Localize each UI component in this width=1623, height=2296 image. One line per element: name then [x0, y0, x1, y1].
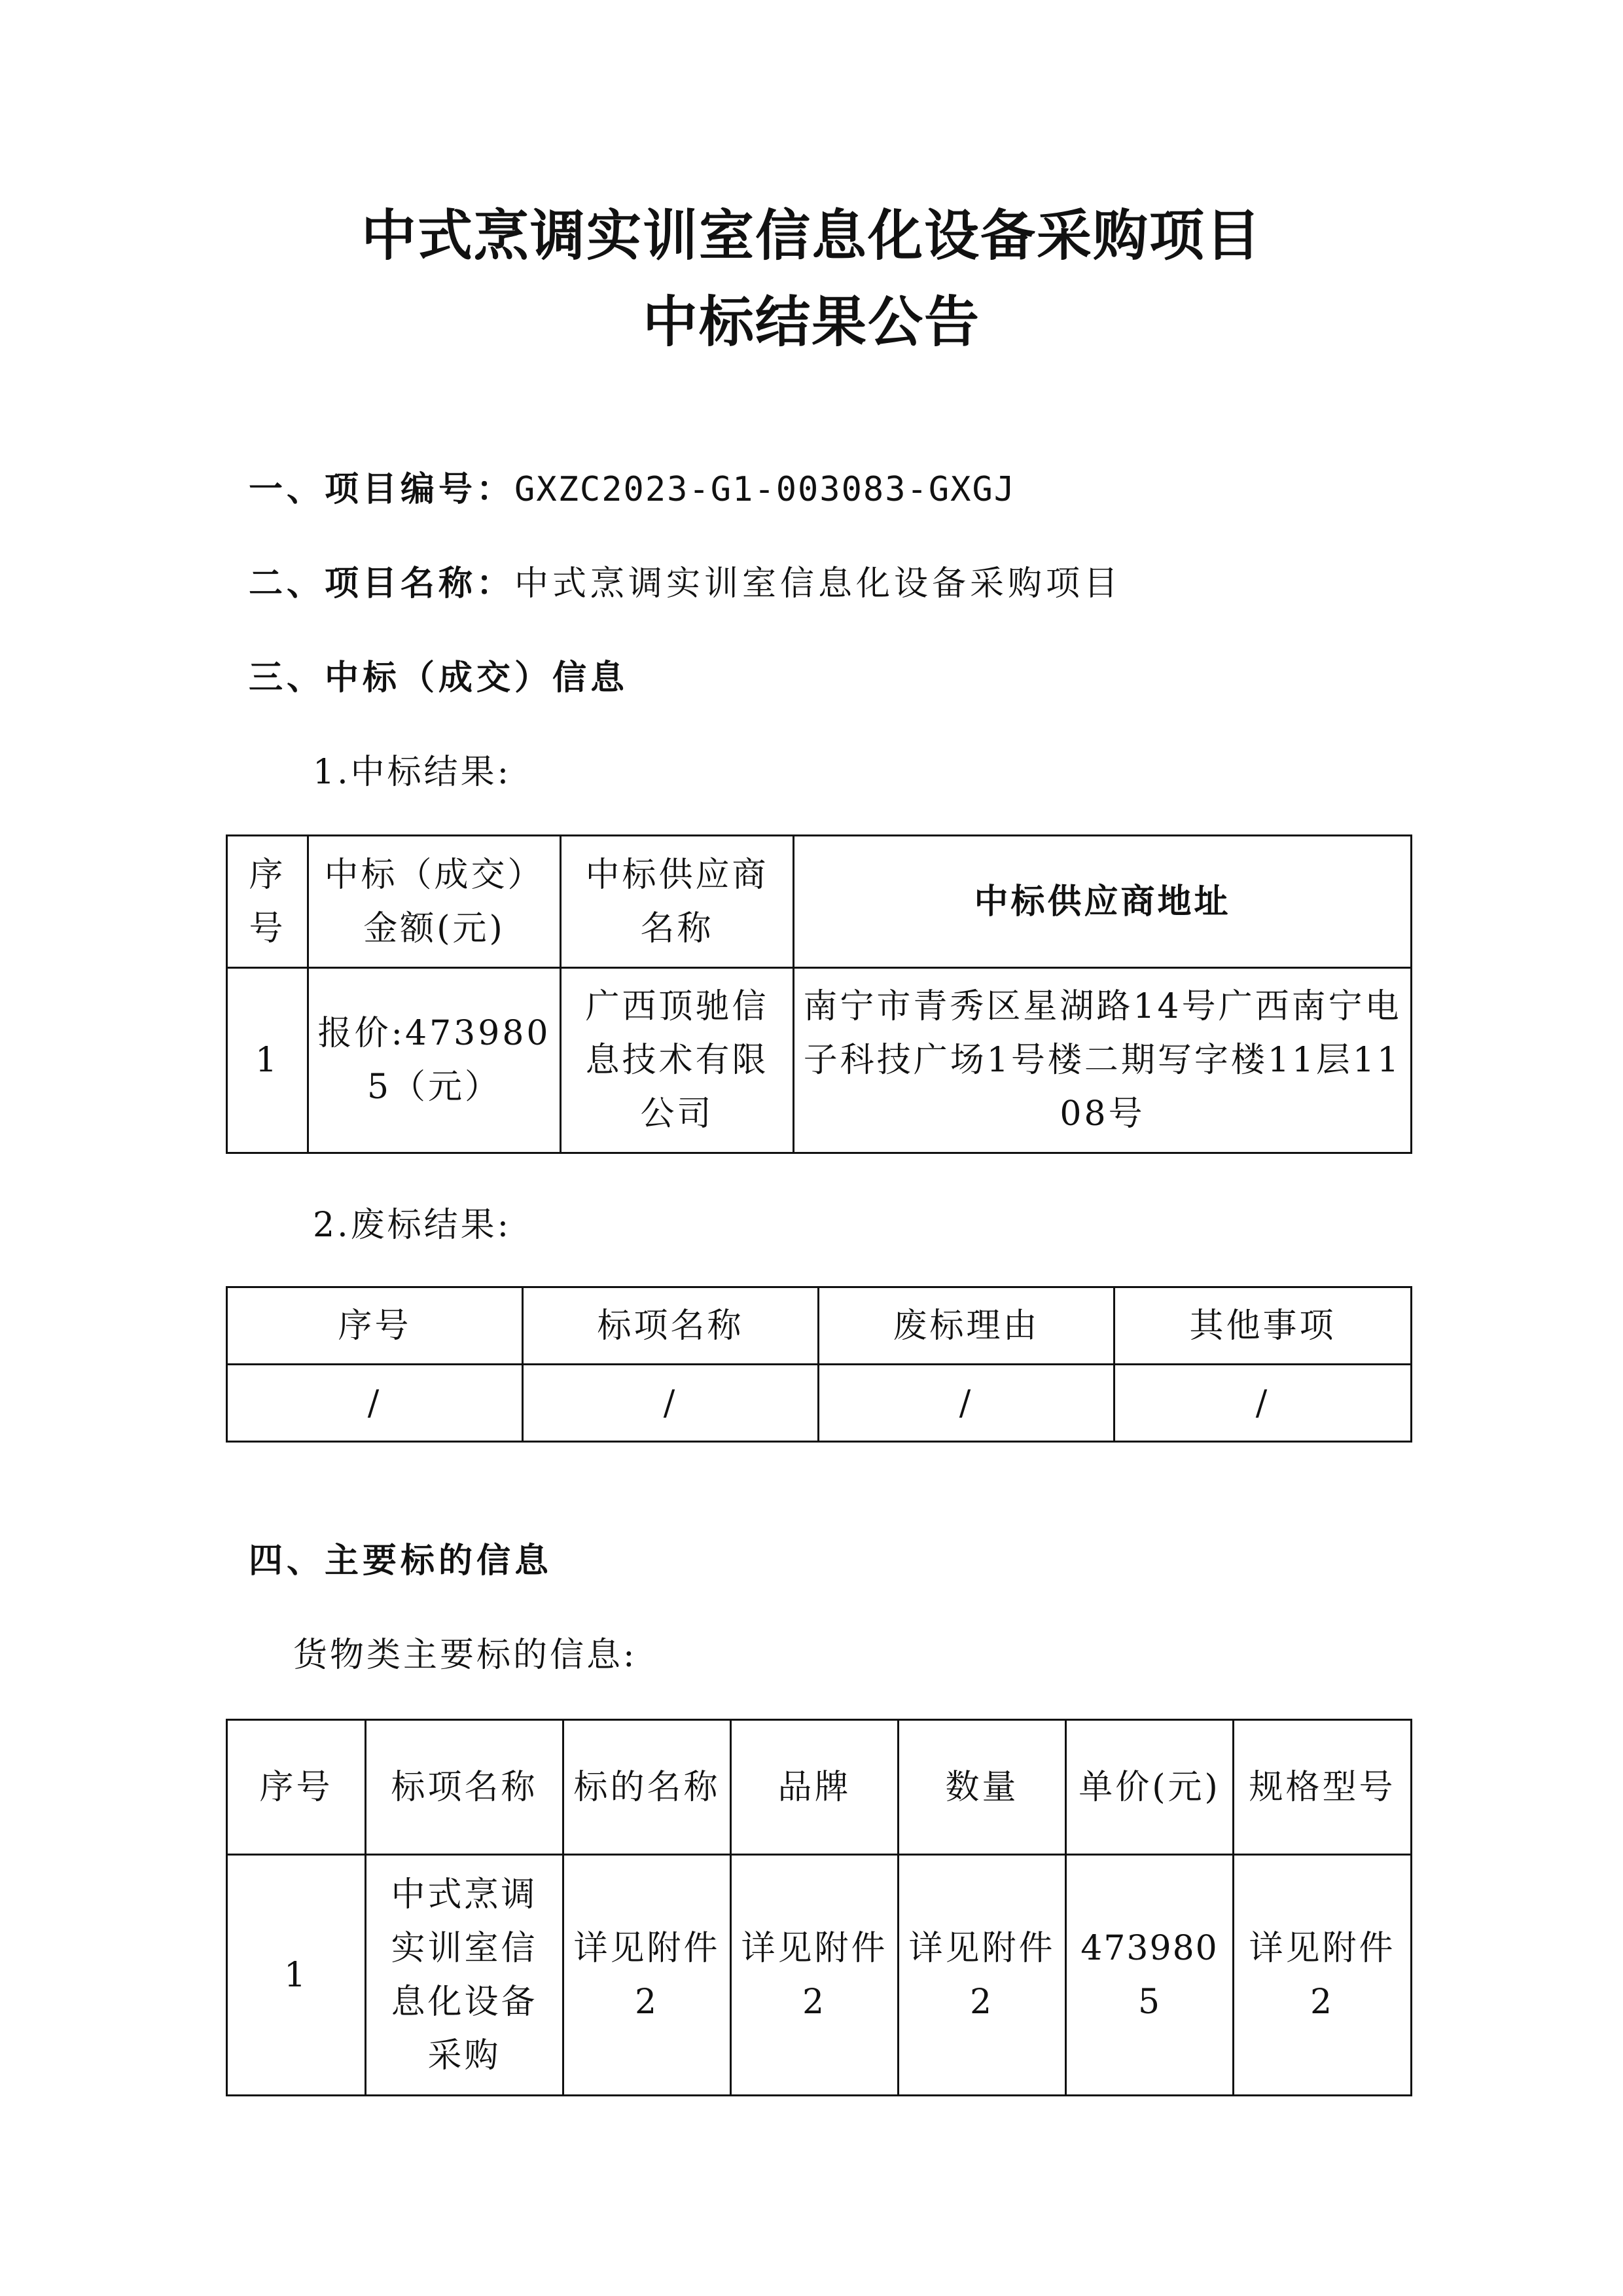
table-cell: 4739805: [1066, 1855, 1234, 2096]
table-row: [227, 1365, 1412, 1442]
table-header-row: [227, 1720, 1412, 1855]
table-cell: 中式烹调实训室信息化设备采购: [366, 1855, 563, 2096]
cell-supplier-address: 南宁市青秀区星湖路14号广西南宁电子科技广场1号楼二期写字楼11层1108号: [794, 968, 1412, 1153]
header-cell: 序号: [227, 1287, 523, 1365]
section-award-info: [249, 658, 629, 698]
section-project-number: [249, 469, 1016, 509]
award-info-heading: 三、中标（成交）信息: [249, 658, 629, 698]
header-cell: 标项名称: [366, 1720, 563, 1855]
header-cell: 规格型号: [1234, 1720, 1412, 1855]
goods-items-table: [226, 1719, 1412, 2096]
header-cell: 标项名称: [523, 1287, 819, 1365]
table-cell: /: [523, 1365, 819, 1442]
cell-index: 1: [227, 968, 308, 1153]
goods-items-subheading: 货物类主要标的信息:: [293, 1636, 637, 1675]
table-row: [227, 968, 1412, 1153]
void-result-table: [226, 1286, 1412, 1443]
project-number-value: GXZC2023-G1-003083-GXGJ: [514, 470, 1016, 509]
table-header-row: [227, 836, 1412, 968]
table-cell: /: [1115, 1365, 1412, 1442]
project-number-label: 一、项目编号：: [249, 469, 515, 509]
main-items-heading: 四、主要标的信息: [249, 1541, 553, 1581]
award-result-table: [226, 834, 1412, 1154]
project-name-label: 二、项目名称：: [249, 564, 515, 603]
cell-supplier-name: 广西顶驰信息技术有限公司: [561, 968, 794, 1153]
table-row: [227, 1855, 1412, 2096]
header-cell: 单价(元): [1066, 1720, 1234, 1855]
table-header-row: [227, 1287, 1412, 1365]
document-title-line2: 中标结果公告: [642, 289, 980, 354]
table-cell: /: [227, 1365, 523, 1442]
table-cell: /: [819, 1365, 1115, 1442]
header-cell: 中标供应商名称: [561, 836, 794, 968]
award-result-subheading: 1.中标结果:: [313, 753, 512, 792]
header-cell: 标的名称: [563, 1720, 731, 1855]
header-cell: 中标供应商地址: [794, 836, 1412, 968]
header-cell: 品牌: [731, 1720, 899, 1855]
table-cell: 详见附件2: [899, 1855, 1066, 2096]
header-cell: 序号: [227, 836, 308, 968]
header-cell: 中标（成交）金额(元): [308, 836, 561, 968]
section-project-name: [249, 564, 1122, 603]
table-cell: 详见附件2: [563, 1855, 731, 2096]
table-cell: 详见附件2: [731, 1855, 899, 2096]
project-name-value: 中式烹调实训室信息化设备采购项目: [514, 564, 1122, 603]
table-cell: 1: [227, 1855, 366, 2096]
table-cell: 详见附件2: [1234, 1855, 1412, 2096]
header-cell: 数量: [899, 1720, 1066, 1855]
void-result-subheading: 2.废标结果:: [313, 1206, 512, 1245]
header-cell: 其他事项: [1115, 1287, 1412, 1365]
document-title-line1: 中式烹调实训室信息化设备采购项目: [361, 203, 1262, 268]
section-main-items: [249, 1541, 553, 1581]
header-cell: 序号: [227, 1720, 366, 1855]
header-cell: 废标理由: [819, 1287, 1115, 1365]
cell-amount: 报价:4739805（元）: [308, 968, 561, 1153]
